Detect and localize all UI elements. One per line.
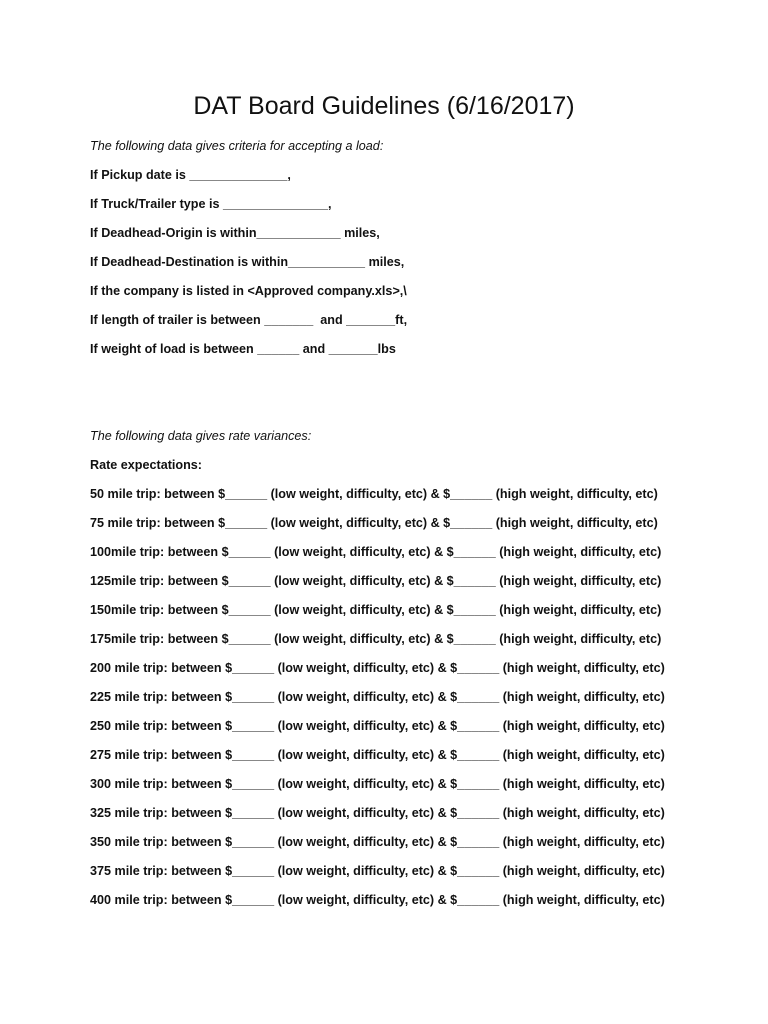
rate-line-175: 175mile trip: between $______ (low weight, difficulty, etc) & $______ (high weight, difficulty, etc) [90, 632, 662, 646]
criteria-line-pickup-date: If Pickup date is ______________, [90, 168, 291, 182]
rate-line-150: 150mile trip: between $______ (low weight, difficulty, etc) & $______ (high weight, difficulty, etc) [90, 603, 662, 617]
rate-line-300: 300 mile trip: between $______ (low weight, difficulty, etc) & $______ (high weight, difficulty, etc) [90, 777, 665, 791]
rate-line-375: 375 mile trip: between $______ (low weight, difficulty, etc) & $______ (high weight, difficulty, etc) [90, 864, 665, 878]
criteria-line-deadhead-origin: If Deadhead-Origin is within____________ miles, [90, 226, 380, 240]
rate-line-50: 50 mile trip: between $______ (low weight, difficulty, etc) & $______ (high weight, difficulty, etc) [90, 487, 658, 501]
rate-heading: Rate expectations: [90, 458, 202, 472]
rate-line-400: 400 mile trip: between $______ (low weight, difficulty, etc) & $______ (high weight, difficulty, etc) [90, 893, 665, 907]
criteria-intro: The following data gives criteria for accepting a load: [90, 139, 384, 153]
rate-line-350: 350 mile trip: between $______ (low weight, difficulty, etc) & $______ (high weight, difficulty, etc) [90, 835, 665, 849]
rate-line-275: 275 mile trip: between $______ (low weight, difficulty, etc) & $______ (high weight, difficulty, etc) [90, 748, 665, 762]
criteria-line-deadhead-destination: If Deadhead-Destination is within___________ miles, [90, 255, 405, 269]
rate-line-325: 325 mile trip: between $______ (low weight, difficulty, etc) & $______ (high weight, difficulty, etc) [90, 806, 665, 820]
rate-line-75: 75 mile trip: between $______ (low weight, difficulty, etc) & $______ (high weight, difficulty, etc) [90, 516, 658, 530]
rate-line-125: 125mile trip: between $______ (low weight, difficulty, etc) & $______ (high weight, difficulty, etc) [90, 574, 662, 588]
page-title: DAT Board Guidelines (6/16/2017) [193, 92, 575, 120]
rate-line-250: 250 mile trip: between $______ (low weight, difficulty, etc) & $______ (high weight, difficulty, etc) [90, 719, 665, 733]
criteria-line-trailer-type: If Truck/Trailer type is _______________, [90, 197, 332, 211]
rate-intro: The following data gives rate variances: [90, 429, 312, 443]
rate-line-100: 100mile trip: between $______ (low weight, difficulty, etc) & $______ (high weight, difficulty, etc) [90, 545, 662, 559]
rate-line-200: 200 mile trip: between $______ (low weight, difficulty, etc) & $______ (high weight, difficulty, etc) [90, 661, 665, 675]
rate-line-225: 225 mile trip: between $______ (low weight, difficulty, etc) & $______ (high weight, difficulty, etc) [90, 690, 665, 704]
criteria-line-approved-company: If the company is listed in <Approved company.xls>,\ [90, 284, 407, 298]
criteria-line-trailer-length: If length of trailer is between _______ and _______ft, [90, 313, 408, 327]
criteria-line-load-weight: If weight of load is between ______ and _______lbs [90, 342, 396, 356]
